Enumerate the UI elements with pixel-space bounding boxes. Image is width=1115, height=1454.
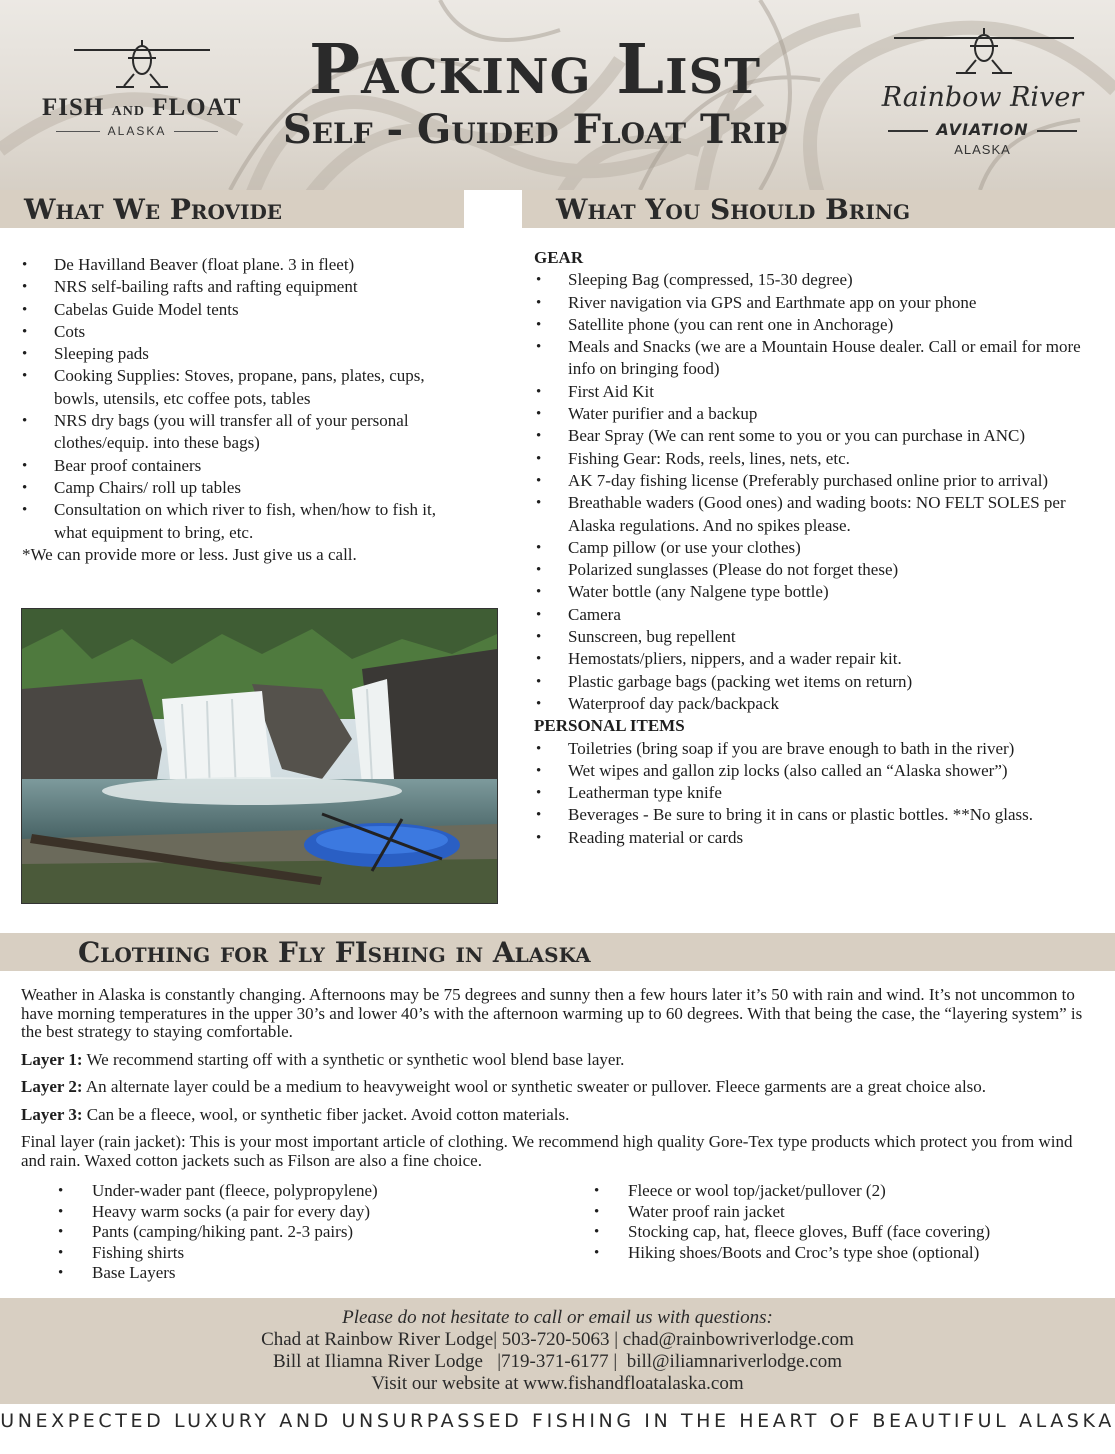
list-item: • Stocking cap, hat, fleece gloves, Buff (face covering) xyxy=(592,1222,1102,1243)
list-item: • Sleeping Bag (compressed, 15-30 degree) xyxy=(534,269,1109,291)
list-item: • First Aid Kit xyxy=(534,381,1109,403)
list-item: • Hemostats/pliers, nippers, and a wader repair kit. xyxy=(534,648,1109,670)
list-item: • Satellite phone (you can rent one in Anchorage) xyxy=(534,314,1109,336)
provide-header-band xyxy=(0,190,464,228)
list-item: • Plastic garbage bags (packing wet items on return) xyxy=(534,671,1109,693)
list-item: • River navigation via GPS and Earthmate app on your phone xyxy=(534,292,1109,314)
logo-right-region: ALASKA xyxy=(954,142,1011,157)
layer-2-label: Layer 2: xyxy=(21,1077,83,1096)
list-item: • Cooking Supplies: Stoves, propane, pans, plates, cups, bowls, utensils, etc coffee pots, tables xyxy=(20,365,470,410)
list-item: • Water purifier and a backup xyxy=(534,403,1109,425)
gear-list xyxy=(534,269,1109,715)
list-item: • Breathable waders (Good ones) and wading boots: NO FELT SOLES per Alaska regulations. And no spikes please. xyxy=(534,492,1109,537)
list-item: • Cabelas Guide Model tents xyxy=(20,299,470,321)
logo-left-brand: FISH AND FLOAT xyxy=(42,94,242,121)
final-layer: Final layer (rain jacket): This is your most important article of clothing. We recommend high quality Gore-Tex type products which protect you from wind and rain. Waxed cotton jackets such as Filson are also a fine choice. xyxy=(21,1132,1073,1170)
clothing-section xyxy=(21,986,1096,1179)
logo-left-region: ALASKA xyxy=(42,124,232,138)
provide-heading: What We Provide xyxy=(24,193,283,226)
clothing-header-band xyxy=(0,933,1115,971)
footer-prompt: Please do not hesitate to call or email us with questions: xyxy=(342,1307,773,1328)
list-item: • Sunscreen, bug repellent xyxy=(534,626,1109,648)
provide-note: *We can provide more or less. Just give us a call. xyxy=(22,544,357,564)
page-header xyxy=(0,0,1115,190)
layer-1-text: We recommend starting off with a synthetic or synthetic wool blend base layer. xyxy=(82,1049,625,1069)
list-item: • Water proof rain jacket xyxy=(592,1202,1102,1223)
layer-3-text: Can be a fleece, wool, or synthetic fiber jacket. Avoid cotton materials. xyxy=(82,1104,570,1124)
list-item: • Under-wader pant (fleece, polypropylene) xyxy=(56,1181,556,1202)
personal-items-heading: PERSONAL ITEMS xyxy=(534,716,685,736)
clothing-heading: Clothing for Fly FIshing in Alaska xyxy=(78,936,591,969)
list-item: • NRS self-bailing rafts and rafting equipment xyxy=(20,276,470,298)
list-item: • Water bottle (any Nalgene type bottle) xyxy=(534,581,1109,603)
list-item: • Polarized sunglasses (Please do not forget these) xyxy=(534,559,1109,581)
layer-3-label: Layer 3: xyxy=(21,1104,83,1124)
list-item: • Hiking shoes/Boots and Croc’s type shoe (optional) xyxy=(592,1243,1102,1264)
waterfall-raft-illustration xyxy=(22,609,497,903)
list-item: • Fishing Gear: Rods, reels, lines, nets, etc. xyxy=(534,448,1109,470)
personal-items-list xyxy=(534,738,1109,849)
layer-3 xyxy=(21,1106,1096,1125)
footer-contact-chad: Chad at Rainbow River Lodge| 503-720-5063 | chad@rainbowriverlodge.com xyxy=(261,1329,854,1350)
list-item: • Pants (camping/hiking pant. 2-3 pairs) xyxy=(56,1222,556,1243)
list-item: • Bear Spray (We can rent some to you or you can purchase in ANC) xyxy=(534,425,1109,447)
clothing-intro: Weather in Alaska is constantly changing. Afternoons may be 75 degrees and sunny then a few hours later it’s 50 with rain and wind. It’s not uncommon to have morning temperatures in the upper 30’s and lower 40’s with the afternoon warming up to 60 degrees. With that being the case, the “layering system” is the best strategy to staying comfortable. xyxy=(21,985,1083,1041)
list-item: • Wet wipes and gallon zip locks (also called an “Alaska shower”) xyxy=(534,760,1109,782)
page-subtitle: Self - Guided Float Trip xyxy=(282,106,788,153)
list-item: • Sleeping pads xyxy=(20,343,470,365)
provide-list xyxy=(20,254,470,544)
float-plane-icon xyxy=(894,26,1074,78)
list-item: • Consultation on which river to fish, when/how to fish it, what equipment to bring, etc. xyxy=(20,499,470,544)
bring-heading: What You Should Bring xyxy=(556,193,911,226)
footer-contact-bill: Bill at Iliamna River Lodge |719-371-6177 | bill@iliamnariverlodge.com xyxy=(272,1351,843,1372)
logo-right-aviation: AVIATION xyxy=(880,120,1085,139)
footer-website: Visit our website at www.fishandfloatalaska.com xyxy=(371,1373,744,1394)
tagline: UNEXPECTED LUXURY AND UNSURPASSED FISHING IN THE HEART OF BEAUTIFUL ALASKA xyxy=(0,1410,1115,1432)
list-item: • Reading material or cards xyxy=(534,827,1109,849)
list-item: • Base Layers xyxy=(56,1263,556,1284)
list-item: • Camera xyxy=(534,604,1109,626)
list-item: • Camp pillow (or use your clothes) xyxy=(534,537,1109,559)
list-item: • Camp Chairs/ roll up tables xyxy=(20,477,470,499)
page-title: Packing List xyxy=(309,30,761,110)
layer-1 xyxy=(21,1051,1096,1070)
rainbow-river-aviation-logo xyxy=(880,26,1090,166)
list-item: • Bear proof containers xyxy=(20,455,470,477)
list-item: • De Havilland Beaver (float plane. 3 in fleet) xyxy=(20,254,470,276)
waterfall-raft-photo xyxy=(21,608,498,904)
list-item: • Fleece or wool top/jacket/pullover (2) xyxy=(592,1181,1102,1202)
list-item: • Toiletries (bring soap if you are brave enough to bath in the river) xyxy=(534,738,1109,760)
list-item: • Cots xyxy=(20,321,470,343)
layer-1-label: Layer 1: xyxy=(21,1049,83,1069)
logo-right-script: Rainbow River xyxy=(881,82,1084,113)
list-item: • Meals and Snacks (we are a Mountain House dealer. Call or email for more info on bringing food) xyxy=(534,336,1109,381)
list-item: • Waterproof day pack/backpack xyxy=(534,693,1109,715)
list-item: • Leatherman type knife xyxy=(534,782,1109,804)
provide-section xyxy=(20,254,470,566)
bring-header-band xyxy=(522,190,1115,228)
contact-footer xyxy=(0,1298,1115,1404)
clothing-list-right xyxy=(592,1181,1102,1263)
clothing-list-left xyxy=(56,1181,556,1284)
list-item: • Heavy warm socks (a pair for every day) xyxy=(56,1202,556,1223)
list-item: • NRS dry bags (you will transfer all of your personal clothes/equip. into these bags) xyxy=(20,410,470,455)
list-item: • AK 7-day fishing license (Preferably purchased online prior to arrival) xyxy=(534,470,1109,492)
layer-2-text: An alternate layer could be a medium to heavyweight wool or synthetic sweater or pullover. Fleece garments are a great choice also. xyxy=(82,1077,987,1096)
layer-2 xyxy=(21,1078,1096,1097)
gear-heading: GEAR xyxy=(534,248,584,267)
list-item: • Beverages - Be sure to bring it in cans or plastic bottles. **No glass. xyxy=(534,804,1109,826)
bring-section xyxy=(534,247,1109,849)
list-item: • Fishing shirts xyxy=(56,1243,556,1264)
